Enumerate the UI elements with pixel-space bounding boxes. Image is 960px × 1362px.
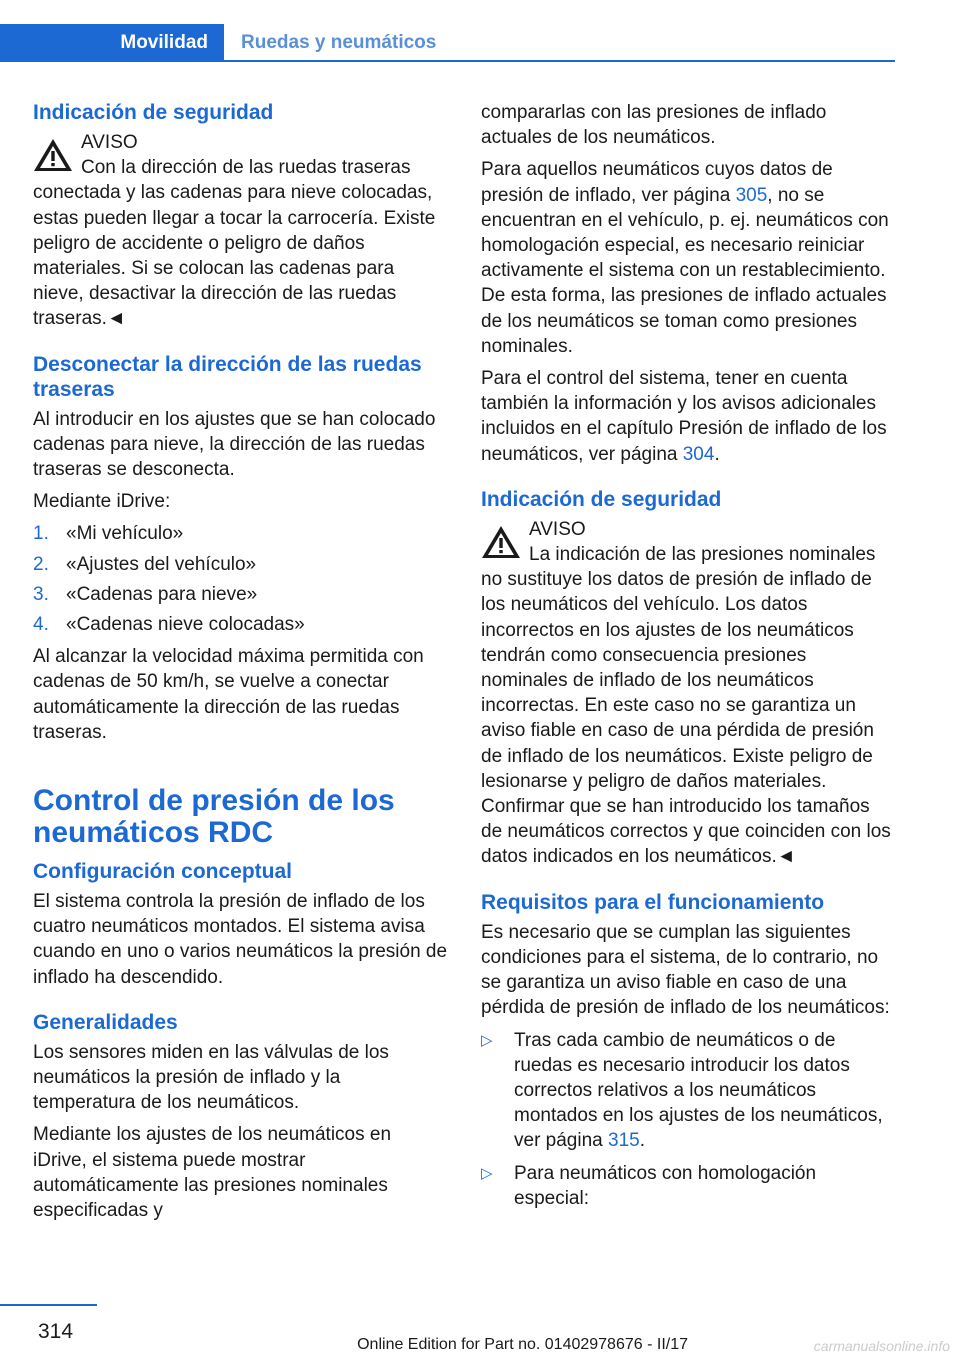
paragraph-control: Para el control del sistema, tener en cuenta también la información y los avisos adicionales incluidos en el capítulo Presión de inflado de los neumáticos, ver página 304.: [481, 368, 887, 465]
tab-ruedas-neumaticos[interactable]: Ruedas y neumáticos: [241, 32, 437, 53]
list-item: 1. «Mi vehículo»: [33, 523, 184, 545]
heading-requirements: Requisitos para el funcionamiento: [481, 890, 825, 914]
right-column: [481, 100, 896, 1218]
heading-disconnect: Desconectar la dirección de las ruedas traseras: [33, 352, 422, 401]
triangle-bullet-icon: ▷: [481, 1031, 493, 1049]
page-link-315[interactable]: 315: [608, 1130, 640, 1152]
tab-movilidad[interactable]: Movilidad: [0, 24, 224, 62]
warning-text: Con la dirección de las ruedas traseras conectada y las cadenas para nieve colocadas, estas pueden llegar a tocar la carrocería. Existe peligro de accidente o peligro de daños materiales. Si se colocan las cadenas para nieve, desactivar la dirección de las ruedas traseras.◄: [33, 157, 436, 330]
paragraph-general-2: Mediante los ajustes de los neumáticos en iDrive, el sistema puede mostrar automáticamente las presiones nominales especificadas y: [33, 1124, 392, 1222]
section-title-rdc: Control de presión de los neumáticos RDC: [33, 784, 395, 850]
warning-block-2: [481, 517, 896, 870]
paragraph-general-1: Los sensores miden en las válvulas de los neumáticos la presión de inflado y la temperatura de los neumáticos.: [33, 1041, 389, 1114]
list-item: 3. «Cadenas para nieve»: [33, 583, 258, 605]
paragraph-speed: Al alcanzar la velocidad máxima permitida con cadenas de 50 km/h, se vuelve a conectar automáticamente la dirección de las ruedas traseras.: [33, 646, 424, 743]
paragraph-requirements: Es necesario que se cumplan las siguientes condiciones para el sistema, de lo contrario, no se garantiza un aviso fiable en caso de una pérdida de presión de inflado de los neumáticos:: [481, 921, 890, 1019]
heading-general: Generalidades: [33, 1010, 178, 1034]
footer-rule: [0, 1304, 97, 1306]
paragraph-tires: Para aquellos neumáticos cuyos datos de presión de inflado, ver página 305, no se encuentran en el vehículo, p. ej. neumáticos con homologación especial, es necesario reiniciar activamente el sistema con un restablecimiento. De esta forma, las presiones de inflado actuales de los neumáticos se toman como presiones nominales.: [481, 159, 889, 357]
header-rule: [0, 60, 895, 62]
warning-block: [33, 130, 448, 332]
list-item: 2. «Ajustes del vehículo»: [33, 553, 257, 575]
paragraph-idrive: Mediante iDrive:: [33, 491, 171, 513]
edition-text: Online Edition for Part no. 01402978676 - II/17: [357, 1336, 688, 1353]
requirements-list: [481, 1028, 896, 1211]
page-link-305[interactable]: 305: [735, 184, 768, 206]
triangle-bullet-icon: ▷: [481, 1164, 493, 1182]
warning-text-2: La indicación de las presiones nominales no sustituye los datos de presión de inflado de los neumáticos del vehículo. Los datos incorrectos en los ajustes de los neumáticos tendrán como consecuencia presiones nominales de inflado de los neumáticos incorrectas. En este caso no se garantiza un aviso fiable en caso de una pérdida de presión de inflado de los neumáticos. Existe peligro de lesionarse y peligro de daños materiales. Confirmar que se han introducido los tamaños de neumáticos correctos y que coinciden con los datos indicados en los neumáticos.◄: [481, 544, 891, 868]
warning-triangle-icon: [481, 525, 521, 559]
list-item: 4. «Cadenas nieve colocadas»: [33, 614, 305, 636]
steps-list: [33, 521, 448, 637]
chapter-header: [0, 24, 895, 62]
paragraph-concept: El sistema controla la presión de inflado de los cuatro neumáticos montados. El sistema avisa cuando en uno o varios neumáticos la presión de inflado ha descendido.: [33, 891, 448, 988]
paragraph-disconnect: Al introducir en los ajustes que se han colocado cadenas para nieve, la dirección de las ruedas traseras se desconecta.: [33, 408, 436, 481]
left-column: [33, 100, 448, 1230]
list-item: ▷ Tras cada cambio de neumáticos o de ruedas es necesario introducir los datos correctos relativos a los neumáticos montados en los ajustes de los neumáticos, ver página 315.: [481, 1028, 896, 1154]
warning-title-2: AVISO: [529, 518, 586, 540]
watermark: carmanualsonline.info: [813, 1338, 950, 1354]
list-item: ▷ Para neumáticos con homologación especial:: [481, 1161, 896, 1211]
page-link-304[interactable]: 304: [682, 443, 715, 465]
heading-safety-2: Indicación de seguridad: [481, 487, 722, 511]
heading-safety: Indicación de seguridad: [33, 101, 274, 124]
warning-triangle-icon: [33, 138, 73, 172]
warning-title: AVISO: [81, 132, 138, 153]
heading-concept: Configuración conceptual: [33, 860, 293, 884]
page-number: 314: [38, 1320, 74, 1343]
paragraph-compare: compararlas con las presiones de inflado actuales de los neumáticos.: [481, 102, 827, 149]
